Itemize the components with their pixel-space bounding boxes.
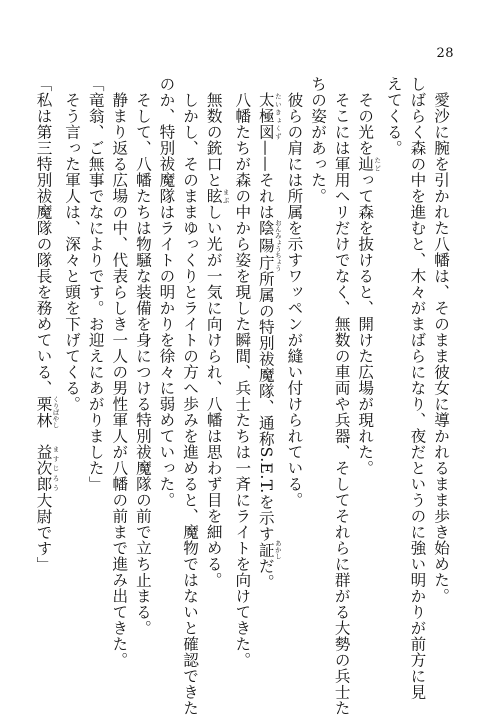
furigana-word [356, 156, 382, 172]
text-run: 静まり返る広場の中、代表らしき一人の男性軍人が八幡の前まで進み出てきた。 [110, 76, 129, 668]
text-line [107, 76, 131, 676]
ruby-base: 栗林 [34, 395, 53, 429]
text-run: 「私は第三特別祓魔隊の隊長を務めている、 [34, 76, 53, 396]
text-line [230, 76, 254, 676]
ruby-reading: あかし [273, 539, 282, 560]
ruby-base: 証 [256, 539, 275, 560]
text-run [35, 428, 53, 444]
text-run: 彼らの肩には所属を示すワッペンが縫い付けられている。 [285, 76, 304, 508]
text-line [201, 76, 230, 676]
text-run: えてくる。 [384, 76, 403, 156]
text-run: って森を抜けると、開けた広場が現れた。 [356, 172, 375, 476]
ruby-reading: くりばやし [51, 395, 60, 429]
ruby-reading: たいきょくず [273, 92, 282, 140]
text-line [253, 76, 282, 676]
text-line [83, 76, 107, 676]
text-run: だ。 [256, 557, 275, 590]
text-line [381, 76, 405, 676]
text-line [154, 76, 178, 676]
ruby-base: 益次郎 [34, 444, 53, 493]
text-run: 「竜翁、ご無事でなによりです。お迎えにあがりました」 [86, 76, 105, 492]
page-number: 28 [436, 46, 454, 61]
body-text [31, 76, 452, 716]
text-run: しい光が一気に向けられ、八幡は思わず目を細める。 [204, 204, 223, 588]
text-line [177, 76, 201, 716]
furigana-word [34, 395, 60, 429]
text-run: しかし、そのままゆっくりとライトの方へ歩みを進めると、魔物ではないと確認できた [181, 76, 200, 716]
text-run: ちの姿があった。 [309, 76, 328, 204]
text-line [405, 76, 429, 700]
furigana-word [256, 219, 282, 272]
ruby-reading: ますじろう [51, 444, 60, 493]
text-run: そこには軍用ヘリだけでなく、無数の車両や兵器、そしてそれらに群がる大勢の兵士た [332, 76, 351, 716]
text-run: そして、八幡たちは物騒な装備を身につける特別祓魔隊の前で立ち止まる。 [133, 76, 152, 636]
text-run [257, 76, 275, 92]
text-line [428, 76, 452, 676]
furigana-word [34, 444, 60, 493]
text-line [282, 76, 306, 676]
text-run: ——それは [256, 140, 275, 220]
ruby-base: 眩 [204, 188, 223, 204]
text-run: 所属の特別祓魔隊、通称S.E.T.を示す [256, 270, 275, 542]
ruby-base: 辿 [356, 156, 375, 172]
text-run: そう言った軍人は、深々と頭を下げてくる。 [63, 76, 82, 412]
text-line [305, 76, 329, 676]
ruby-base: 太極図 [256, 92, 275, 140]
text-line [353, 76, 382, 676]
text-run: 大尉です」 [34, 492, 53, 573]
text-run: その光を [356, 76, 375, 156]
ruby-base: 陰陽庁 [256, 219, 275, 272]
text-run: のか、特別祓魔隊はライトの明かりを徐々に弱めていった。 [157, 76, 176, 508]
text-line [130, 76, 154, 676]
ruby-reading: まぶ [221, 188, 230, 204]
furigana-word [256, 539, 282, 560]
text-line [31, 76, 60, 676]
ruby-reading: たど [373, 156, 382, 172]
furigana-word [256, 92, 282, 140]
text-run: 無数の銃口と [204, 76, 223, 188]
text-line [329, 76, 353, 716]
text-run: 愛沙に腕を引かれた八幡は、そのまま彼女に導かれるまま歩き始めた。 [432, 76, 450, 604]
furigana-word [204, 188, 230, 204]
text-run: 八幡たちが森の中から姿を現した瞬間、兵士たちは一斉にライトを向けてきた。 [233, 76, 252, 668]
ruby-reading: おんみょうちょう [273, 219, 282, 272]
text-run: しばらく森の中を進むと、木々がまばらになり、夜だというのに強い明かりが前方に見 [408, 76, 427, 700]
text-line [60, 76, 84, 676]
